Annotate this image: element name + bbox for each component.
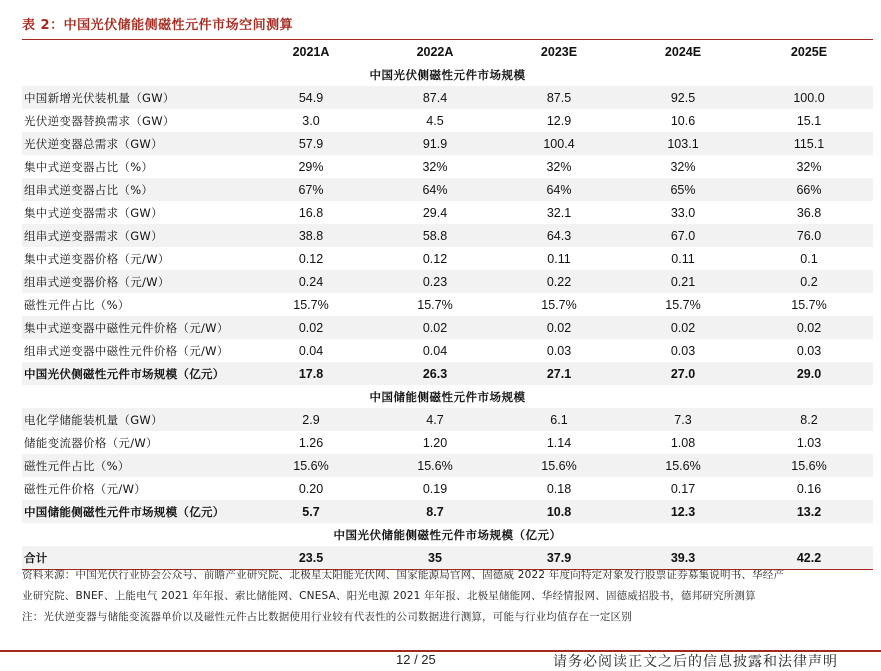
row-value: 54.9 — [249, 86, 373, 109]
column-header: 2023E — [497, 40, 621, 64]
row-value: 15.7% — [293, 297, 329, 312]
header-blank-cell — [22, 40, 249, 64]
row-value: 115.1 — [745, 132, 873, 155]
row-value: 15.6% — [373, 454, 497, 477]
row-value: 2.9 — [249, 408, 373, 431]
row-value: 64% — [497, 178, 621, 201]
row-value: 1.14 — [546, 435, 572, 450]
row-value: 29.4 — [422, 205, 448, 220]
row-value: 0.03 — [796, 343, 822, 358]
source-notes — [22, 565, 878, 628]
table-row — [22, 316, 873, 339]
row-value: 0.21 — [621, 270, 745, 293]
row-value: 0.19 — [422, 481, 448, 496]
row-value: 0.24 — [249, 270, 373, 293]
row-value: 100.0 — [745, 86, 873, 109]
row-value: 15.7% — [417, 297, 453, 312]
row-value: 4.7 — [373, 408, 497, 431]
grand-total-value: 23.5 — [249, 546, 373, 570]
row-value: 15.1 — [796, 113, 822, 128]
row-value: 32% — [422, 159, 448, 174]
table-row — [22, 408, 873, 431]
table-row — [22, 155, 873, 178]
row-value: 0.17 — [670, 481, 696, 496]
row-value: 32% — [546, 159, 572, 174]
row-value: 0.12 — [298, 251, 324, 266]
column-header: 2024E — [621, 40, 745, 64]
row-value: 6.1 — [497, 408, 621, 431]
row-value: 38.8 — [249, 224, 373, 247]
table-row — [22, 454, 873, 477]
total-value: 5.7 — [249, 500, 373, 523]
row-value: 67% — [249, 178, 373, 201]
column-header: 2025E — [745, 40, 873, 64]
row-value: 15.7% — [541, 297, 577, 312]
market-space-table — [22, 39, 873, 570]
row-value: 15.7% — [791, 297, 827, 312]
table-row — [22, 86, 873, 109]
row-value: 0.02 — [745, 316, 873, 339]
total-value: 12.3 — [621, 500, 745, 523]
row-value: 15.6% — [745, 454, 873, 477]
total-value: 8.7 — [373, 500, 497, 523]
row-value: 0.18 — [546, 481, 572, 496]
column-header: 2022A — [373, 40, 497, 64]
row-value: 0.02 — [373, 316, 497, 339]
grand-total-value: 37.9 — [497, 546, 621, 570]
row-value: 67.0 — [621, 224, 745, 247]
grand-total-label: 合计 — [22, 546, 249, 570]
total-label: 中国储能侧磁性元件市场规模（亿元） — [22, 500, 249, 523]
table-row — [22, 477, 873, 500]
row-value: 0.1 — [800, 251, 818, 266]
row-value: 0.16 — [796, 481, 822, 496]
table-row — [22, 247, 873, 270]
section-total-row — [22, 362, 873, 385]
row-value: 32% — [796, 159, 822, 174]
table-row — [22, 339, 873, 362]
row-value: 15.6% — [621, 454, 745, 477]
row-label: 中国新增光伏装机量（GW） — [22, 86, 249, 109]
section-heading-row — [22, 63, 873, 86]
total-label: 中国光伏侧磁性元件市场规模（亿元） — [22, 362, 249, 385]
row-label: 组串式逆变器中磁性元件价格（元/W） — [24, 343, 229, 358]
row-value: 10.6 — [670, 113, 696, 128]
total-value: 29.0 — [745, 362, 873, 385]
row-value: 92.5 — [621, 86, 745, 109]
row-value: 0.03 — [546, 343, 572, 358]
section-heading-row — [22, 385, 873, 408]
row-value: 87.5 — [497, 86, 621, 109]
row-value: 0.03 — [670, 343, 696, 358]
row-value: 76.0 — [745, 224, 873, 247]
row-value: 1.20 — [422, 435, 448, 450]
row-value: 1.08 — [670, 435, 696, 450]
row-label: 光伏逆变器替换需求（GW） — [24, 113, 175, 128]
row-value: 16.8 — [298, 205, 324, 220]
row-label: 电化学储能装机量（GW） — [22, 408, 249, 431]
row-value: 33.0 — [670, 205, 696, 220]
page-number: 12 / 25 — [396, 652, 436, 667]
row-value: 0.12 — [422, 251, 448, 266]
row-value: 66% — [745, 178, 873, 201]
row-value: 12.9 — [546, 113, 572, 128]
row-value: 15.6% — [497, 454, 621, 477]
row-value: 3.0 — [302, 113, 320, 128]
total-value: 13.2 — [745, 500, 873, 523]
section-heading: 中国储能侧磁性元件市场规模 — [369, 389, 526, 404]
row-value: 0.11 — [547, 251, 571, 266]
total-value: 27.1 — [497, 362, 621, 385]
row-value: 32% — [670, 159, 696, 174]
source-line-2: 业研究院、BNEF、上能电气 2021 年年报、索比储能网、CNESA、阳光电源 2021 年年报、北极星储能网、华经情报网、固德威招股书，德邦研究所测算 — [22, 590, 756, 602]
combined-heading-row — [22, 523, 873, 546]
row-value: 103.1 — [621, 132, 745, 155]
row-value: 4.5 — [426, 113, 444, 128]
row-value: 0.04 — [422, 343, 448, 358]
section-heading: 中国光伏侧磁性元件市场规模 — [369, 67, 526, 82]
row-value: 7.3 — [621, 408, 745, 431]
row-label: 磁性元件占比（%） — [24, 297, 130, 312]
row-value: 36.8 — [796, 205, 822, 220]
row-label: 组串式逆变器价格（元/W） — [22, 270, 249, 293]
row-value: 1.03 — [796, 435, 822, 450]
row-value: 0.02 — [621, 316, 745, 339]
grand-total-value: 42.2 — [745, 546, 873, 570]
total-value: 17.8 — [249, 362, 373, 385]
table-row — [22, 132, 873, 155]
row-value: 64% — [373, 178, 497, 201]
grand-total-value: 39.3 — [621, 546, 745, 570]
footer-disclaimer: 请务必阅读正文之后的信息披露和法律声明 — [553, 654, 838, 670]
row-value: 29% — [298, 159, 324, 174]
row-value: 0.11 — [671, 251, 695, 266]
table-row — [22, 109, 873, 132]
total-value: 10.8 — [497, 500, 621, 523]
row-label: 集中式逆变器需求（GW） — [24, 205, 163, 220]
header-row — [22, 40, 873, 64]
total-value: 27.0 — [621, 362, 745, 385]
row-label: 光伏逆变器总需求（GW） — [22, 132, 249, 155]
row-label: 集中式逆变器中磁性元件价格（元/W） — [22, 316, 249, 339]
row-value: 87.4 — [373, 86, 497, 109]
row-value: 15.6% — [249, 454, 373, 477]
table-row — [22, 293, 873, 316]
footnote: 注：光伏逆变器与储能变流器单价以及磁性元件占比数据使用行业较有代表性的公司数据进行测算，可能与行业均值存在一定区别 — [22, 611, 632, 623]
row-value: 0.20 — [298, 481, 324, 496]
row-label: 组串式逆变器占比（%） — [22, 178, 249, 201]
row-value: 32.1 — [546, 205, 572, 220]
row-value: 100.4 — [497, 132, 621, 155]
row-value: 8.2 — [745, 408, 873, 431]
row-value: 0.02 — [497, 316, 621, 339]
row-value: 15.7% — [665, 297, 701, 312]
table-row — [22, 178, 873, 201]
table-row — [22, 201, 873, 224]
row-label: 储能变流器价格（元/W） — [24, 435, 158, 450]
row-value: 0.2 — [745, 270, 873, 293]
row-value: 0.23 — [373, 270, 497, 293]
row-value: 58.8 — [373, 224, 497, 247]
combined-heading: 中国光伏储能侧磁性元件市场规模（亿元） — [333, 527, 562, 542]
row-value: 0.22 — [497, 270, 621, 293]
row-value: 0.02 — [249, 316, 373, 339]
row-label: 集中式逆变器占比（%） — [24, 159, 154, 174]
row-value: 91.9 — [373, 132, 497, 155]
section-total-row — [22, 500, 873, 523]
table-row — [22, 270, 873, 293]
row-label: 磁性元件占比（%） — [22, 454, 249, 477]
row-value: 65% — [621, 178, 745, 201]
row-value: 0.04 — [298, 343, 324, 358]
table-title: 表 2：中国光伏储能侧磁性元件市场空间测算 — [22, 18, 294, 33]
column-header: 2021A — [249, 40, 373, 64]
row-label: 组串式逆变器需求（GW） — [22, 224, 249, 247]
row-label: 磁性元件价格（元/W） — [24, 481, 147, 496]
table-row — [22, 431, 873, 454]
total-value: 26.3 — [373, 362, 497, 385]
row-value: 64.3 — [497, 224, 621, 247]
row-label: 集中式逆变器价格（元/W） — [24, 251, 170, 266]
row-value: 57.9 — [249, 132, 373, 155]
source-line-1: 资料来源：中国光伏行业协会公众号、前瞻产业研究院、北极星太阳能光伏网、国家能源局官网、固德威 2022 年度向特定对象发行股票证券募集说明书、华经产 — [22, 569, 785, 581]
row-value: 1.26 — [298, 435, 324, 450]
table-row — [22, 224, 873, 247]
grand-total-value: 35 — [373, 546, 497, 570]
